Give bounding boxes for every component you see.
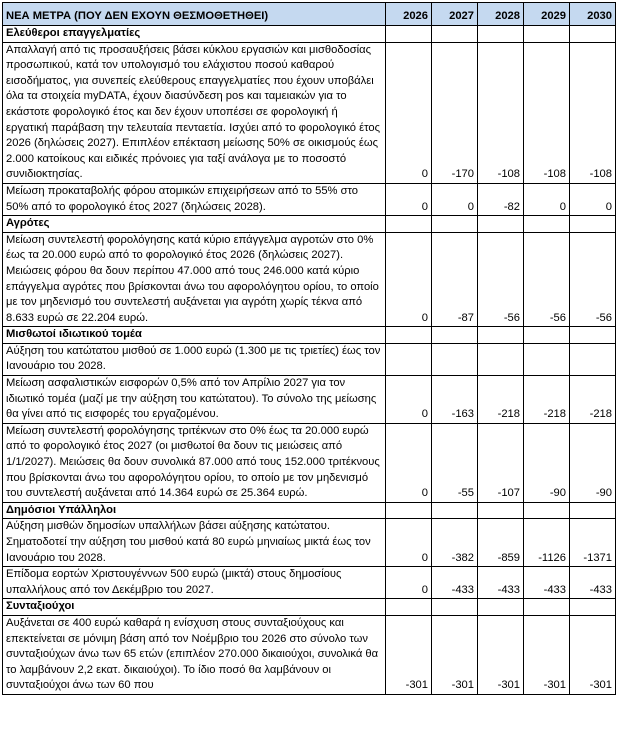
value-2028 bbox=[478, 343, 524, 375]
value-2030: -56 bbox=[570, 232, 616, 327]
table-row bbox=[3, 343, 616, 375]
year-header-2028: 2028 bbox=[478, 3, 524, 26]
value-2026: 0 bbox=[386, 423, 432, 502]
section-row bbox=[3, 216, 616, 233]
value-2029: 0 bbox=[524, 183, 570, 215]
value-2026: 0 bbox=[386, 567, 432, 599]
value-2028: -859 bbox=[478, 519, 524, 567]
table-header bbox=[3, 3, 616, 26]
measure-description: Αύξηση μισθών δημοσίων υπαλλήλων βάσει αύξησης κατώτατου. Σηματοδοτεί την αύξηση του μισθού κατά 80 ευρώ μηνιαίως μικτά έως τον Ιανουάριο του 2028. bbox=[3, 519, 386, 567]
table-row bbox=[3, 376, 616, 424]
measure-description: Μείωση προκαταβολής φόρου ατομικών επιχειρήσεων από το 55% στο 50% από το φορολογικό έτος 2027 (δηλώσεις 2028). bbox=[3, 183, 386, 215]
section-title-pensioners: Συνταξιούχοι bbox=[3, 599, 386, 616]
section-title-public-employees: Δημόσιοι Υπάλληλοι bbox=[3, 502, 386, 519]
value-2027: -163 bbox=[432, 376, 478, 424]
table-body bbox=[3, 26, 616, 695]
value-2027: -87 bbox=[432, 232, 478, 327]
section-row bbox=[3, 599, 616, 616]
measure-description: Επίδομα εορτών Χριστουγέννων 500 ευρώ (μικτά) στους δημοσίους υπαλλήλους από τον Δεκέμβριο του 2027. bbox=[3, 567, 386, 599]
value-2029: -1126 bbox=[524, 519, 570, 567]
value-2029: -301 bbox=[524, 615, 570, 694]
section-row bbox=[3, 327, 616, 344]
value-2027: -301 bbox=[432, 615, 478, 694]
measure-description: Απαλλαγή από τις προσαυξήσεις βάσει κύκλου εργασιών και μισθοδοσίας προσωπικού, κατά τον υπολογισμό του ελάχιστου ποσού καθαρού εισοδήματος, για συνεπείς ελεύθερους επαγγελματίες που έχουν υποβάλει όλα τα στοιχεία myDATA, έχουν διασύνδεση pos και ταμειακών για το εκάστοτε φορολογικό έτος και δεν έχουν υποπέσει σε φορολογική ή εργατική παράβαση την τελευταία πενταετία. Ισχύει από το φορολογικό έτος 2026 (δηλώσεις 2027). Επιπλέον επέκταση μείωσης 50% σε οικισμούς έως 2.000 κατοίκους και ειδικές πρόνοιες για ταξί ανάλογα με το ποσοστό συνιδιοκτησίας. bbox=[3, 42, 386, 183]
table-row bbox=[3, 183, 616, 215]
value-2029: -218 bbox=[524, 376, 570, 424]
table-row bbox=[3, 423, 616, 502]
value-2028: -107 bbox=[478, 423, 524, 502]
value-2030: -90 bbox=[570, 423, 616, 502]
value-2026: 0 bbox=[386, 42, 432, 183]
value-2027: 0 bbox=[432, 183, 478, 215]
value-2029: -433 bbox=[524, 567, 570, 599]
table-row bbox=[3, 232, 616, 327]
value-2030: -218 bbox=[570, 376, 616, 424]
measure-description: Μείωση ασφαλιστικών εισφορών 0,5% από τον Απρίλιο 2027 για τον ιδιωτικό τομέα (μαζί με την αύξηση του κατώτατου). Το σύνολο της μείωσης θα γίνει από τις εισφορές του εργαζομένου. bbox=[3, 376, 386, 424]
measure-description: Αυξάνεται σε 400 ευρώ καθαρά η ενίσχυση στους συνταξιούχους και επεκτείνεται σε μόνιμη βάση από τον Νοέμβριο του 2026 στο σύνολο των συνταξιούχων άνω των 65 ετών (επιπλέον 270.000 δικαιούχοι, συνολικά θα το λαμβάνουν 2,2 εκατ. δικαιούχοι). Το ίδιο ποσό θα λαμβάνουν οι συνταξιούχοι άνω των 60 που bbox=[3, 615, 386, 694]
year-header-2027: 2027 bbox=[432, 3, 478, 26]
measure-description: Μείωση συντελεστή φορολόγησης τριτέκνων στο 0% έως τα 20.000 ευρώ από το φορολογικό έτος 2027 (οι μισθωτοί θα δουν τις μειώσεις από 1/1/2027). Μειώσεις θα δουν συνολικά 87.000 από τους 152.000 τριτέκνους που βρίσκονται άνω του αφορολόγητου ορίου, το οποίο με τον μηδενισμό του συντελεστή αυξάνεται από 14.364 ευρώ σε 25.364 ευρώ. bbox=[3, 423, 386, 502]
year-header-2026: 2026 bbox=[386, 3, 432, 26]
section-row bbox=[3, 26, 616, 43]
value-2028: -82 bbox=[478, 183, 524, 215]
table-row bbox=[3, 519, 616, 567]
value-2027 bbox=[432, 343, 478, 375]
value-2026: 0 bbox=[386, 376, 432, 424]
table-title: ΝΕΑ ΜΕΤΡΑ (ΠΟΥ ΔΕΝ ΕΧΟΥΝ ΘΕΣΜΟΘΕΤΗΘΕΙ) bbox=[3, 3, 386, 26]
section-title-freelancers: Ελεύθεροι επαγγελματίες bbox=[3, 26, 386, 43]
value-2030: 0 bbox=[570, 183, 616, 215]
value-2028: -433 bbox=[478, 567, 524, 599]
section-title-farmers: Αγρότες bbox=[3, 216, 386, 233]
section-row bbox=[3, 502, 616, 519]
header-row bbox=[3, 3, 616, 26]
value-2026: -301 bbox=[386, 615, 432, 694]
value-2030: -1371 bbox=[570, 519, 616, 567]
value-2026: 0 bbox=[386, 232, 432, 327]
value-2030 bbox=[570, 343, 616, 375]
value-2027: -170 bbox=[432, 42, 478, 183]
year-header-2030: 2030 bbox=[570, 3, 616, 26]
value-2030: -108 bbox=[570, 42, 616, 183]
value-2027: -433 bbox=[432, 567, 478, 599]
value-2029 bbox=[524, 343, 570, 375]
measure-description: Αύξηση του κατώτατου μισθού σε 1.000 ευρώ (1.300 με τις τριετίες) έως τον Ιανουάριο του 2028. bbox=[3, 343, 386, 375]
section-title-private-employees: Μισθωτοί ιδιωτικού τομέα bbox=[3, 327, 386, 344]
value-2029: -108 bbox=[524, 42, 570, 183]
value-2026: 0 bbox=[386, 183, 432, 215]
year-header-2029: 2029 bbox=[524, 3, 570, 26]
table-row bbox=[3, 42, 616, 183]
value-2029: -90 bbox=[524, 423, 570, 502]
value-2028: -56 bbox=[478, 232, 524, 327]
measures-table bbox=[2, 2, 616, 695]
value-2027: -55 bbox=[432, 423, 478, 502]
value-2030: -433 bbox=[570, 567, 616, 599]
measure-description: Μείωση συντελεστή φορολόγησης κατά κύριο επάγγελμα αγροτών στο 0% έως τα 20.000 ευρώ από το φορολογικό έτος 2026 (δηλώσεις 2027). Μειώσεις φόρου θα δουν περίπου 47.000 από τους 246.000 κατά κύριο επάγγελμα αγρότες που βρίσκονται άνω του αφορολόγητου ορίου, το οποίο με τον μηδενισμό του συντελεστή αυξάνεται για αγρότη χωρίς τέκνα από 8.633 ευρώ σε 22.204 ευρώ. bbox=[3, 232, 386, 327]
value-2030: -301 bbox=[570, 615, 616, 694]
table-row bbox=[3, 615, 616, 694]
value-2026 bbox=[386, 343, 432, 375]
value-2028: -108 bbox=[478, 42, 524, 183]
value-2028: -218 bbox=[478, 376, 524, 424]
value-2026: 0 bbox=[386, 519, 432, 567]
value-2027: -382 bbox=[432, 519, 478, 567]
value-2029: -56 bbox=[524, 232, 570, 327]
table-row bbox=[3, 567, 616, 599]
value-2028: -301 bbox=[478, 615, 524, 694]
